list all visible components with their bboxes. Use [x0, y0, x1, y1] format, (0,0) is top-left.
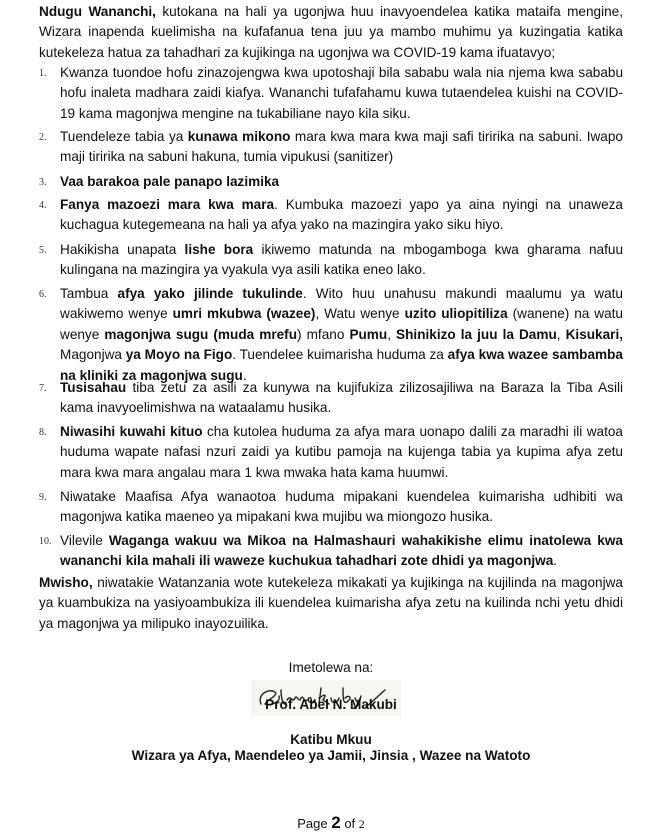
list-item: [39, 487, 623, 528]
body-text: mara kwa mara kwa maji safi tiririka na sabuni. Iwapo maji tiririka na sabuni hakuna, tumia vipukusi (sanitizer): [60, 129, 623, 165]
list-item: [39, 195, 623, 236]
body-text: . Wito huu unahusu makundi maalumu ya watu wakiwemo wenye: [60, 286, 623, 322]
body-text: .: [242, 367, 247, 383]
body-text: Tambua: [60, 286, 118, 301]
intro-paragraph: [39, 2, 623, 63]
list-item-text: [60, 240, 623, 281]
list-item: [39, 284, 623, 386]
of-label: of: [344, 816, 356, 831]
list-item-number: 7.: [39, 383, 47, 394]
body-text: . Tuendelee kuimarisha huduma za: [232, 347, 448, 363]
page-label: Page: [297, 816, 328, 831]
emphasis-text: Shinikizo la juu la Damu: [396, 326, 557, 342]
body-text: Tuendeleze tabia ya: [60, 129, 188, 144]
issued-by-label: Imetolewa na:: [288, 660, 374, 675]
list-item-text: [60, 422, 623, 483]
list-item-text: [60, 127, 623, 168]
emphasis-text: lishe bora: [184, 242, 254, 257]
list-item-text: [60, 378, 623, 419]
emphasis-text: umri mkubwa (wazee): [172, 306, 316, 322]
closing-text: niwatakie Watanzania wote kutekeleza mikakati ya kujikinga na kujilinda na magonjwa ya kuambukiza na yasiyoambukiza ili kuendelea kuimarisha afya zetu na kuilinda nchi yetu dhidi ya magonjwa ya milipuko inayozuilika.: [39, 575, 623, 631]
emphasis-text: Pumu: [349, 326, 388, 342]
emphasis-text: afya yako jilinde tukulinde: [117, 286, 303, 301]
body-text: ) mfano: [297, 326, 350, 342]
closing-lead: Mwisho,: [39, 575, 93, 590]
list-item-number: 9.: [39, 492, 47, 503]
body-text: Kwanza tuondoe hofu zinazojengwa kwa upotoshaji bila sababu wala nia njema kwa sababu hofu inaleta madhara zaidi kiafya. Wananchi tufafahamu kuwa tutaendelea kuishi na COVID-19 kama magonjwa mengine na tukabiliane nayo kila siku.: [60, 65, 623, 121]
list-item: [39, 422, 623, 483]
body-text: (wanene) na watu wenye: [60, 306, 623, 342]
list-item-number: 2.: [39, 132, 47, 143]
emphasis-text: afya kwa wazee sambamba na kliniki za magonjwa sugu: [60, 347, 623, 383]
body-text: , Watu wenye: [315, 306, 405, 322]
list-item-text: [60, 487, 623, 528]
body-text: Magonjwa: [60, 347, 126, 363]
emphasis-text: Tusisahau: [60, 380, 127, 395]
list-item: [39, 240, 623, 281]
emphasis-text: magonjwa sugu (muda mrefu: [104, 326, 298, 342]
list-item-text: [60, 172, 623, 192]
list-item-number: 5.: [39, 245, 47, 256]
emphasis-text: kunawa mikono: [187, 129, 291, 144]
list-item-number: 8.: [39, 427, 47, 438]
list-item: [39, 172, 623, 192]
intro-lead: Ndugu Wananchi,: [39, 4, 156, 19]
body-text: . Kumbuka mazoezi yapo ya aina nyingi na unaweza kuchagua kutegemeana na hali ya afya yako na mazingira yako siku hiyo.: [60, 197, 623, 233]
body-text: ikiwemo matunda na mbogamboga kwa gharama nafuu kulingana na mazingira ya vyakula vya asili katika eneo lako.: [60, 242, 624, 278]
emphasis-text: ya Moyo na Figo: [125, 347, 233, 363]
list-item: [39, 531, 623, 572]
intro-text: kutokana na hali ya ugonjwa huu inavyoendelea katika mataifa mengine, Wizara inapenda kuelimisha na kufafanua tena juu ya mambo muhimu ya kuzingatia katika kutekeleza hatua za tahadhari za kujikinga na ugonjwa wa COVID-19 kama ifuatavyo;: [39, 4, 623, 60]
body-text: cha kutolea huduma za afya mara uonapo dalili za maradhi ili watoa huduma wapate nafasi nzuri zaidi ya kutibu pamoja na kujenga tabia ya kupima afya zetu mara kwa mara angalau mara 1 kwa mwaka hata kama huumwi.: [60, 424, 623, 480]
page-number: 2: [331, 813, 341, 832]
total-pages: 2: [358, 817, 365, 831]
body-text: Vilevile: [60, 533, 109, 548]
emphasis-text: Kisukari,: [565, 326, 624, 342]
body-text: Hakikisha unapata: [60, 242, 185, 257]
list-item-text: [60, 284, 623, 386]
body-text: tiba zetu za asili za kunywa na kujifukiza zilizosajiliwa na Baraza la Tiba Asili kama inavyoelimishwa na wataalamu husika.: [60, 380, 623, 416]
list-item-text: [60, 63, 623, 124]
emphasis-text: uzito uliopitiliza: [404, 306, 508, 322]
list-item-number: 4.: [39, 200, 47, 211]
emphasis-text: Waganga wakuu wa Mikoa na Halmashauri wahakikishe elimu inatolewa kwa wananchi kila mahali ili waweze kuchukua tahadhari zote dhidi ya magonjwa: [60, 533, 623, 569]
body-text: ,: [556, 326, 566, 342]
list-item: [39, 127, 623, 168]
body-text: ,: [387, 326, 397, 342]
emphasis-text: Vaa barakoa pale panapo lazimika: [60, 174, 280, 189]
list-item: [39, 63, 623, 124]
body-text: Niwatake Maafisa Afya wanaotoa huduma mipakani kuendelea kuimarisha udhibiti wa magonjwa katika maeneo ya mipakani kwa mujibu wa miongozo husika.: [60, 489, 623, 525]
list-item: [39, 378, 623, 419]
list-item-number: 3.: [39, 177, 47, 188]
signatory-name: Prof. Abel N. Makubi: [265, 697, 397, 712]
emphasis-text: Niwasihi kuwahi kituo: [60, 424, 203, 439]
ministry-name: Wizara ya Afya, Maendeleo ya Jamii, Jinsia , Wazee na Watoto: [131, 748, 531, 763]
body-text: .: [553, 553, 558, 569]
emphasis-text: Fanya mazoezi mara kwa mara: [60, 197, 275, 212]
closing-paragraph: [39, 573, 623, 634]
signatory-title: Katibu Mkuu: [290, 732, 372, 747]
list-item-text: [60, 531, 623, 572]
list-item-text: [60, 195, 623, 236]
list-item-number: 6.: [39, 289, 47, 300]
page-footer: [39, 813, 623, 833]
list-item-number: 10.: [39, 536, 52, 547]
list-item-number: 1.: [39, 68, 47, 79]
